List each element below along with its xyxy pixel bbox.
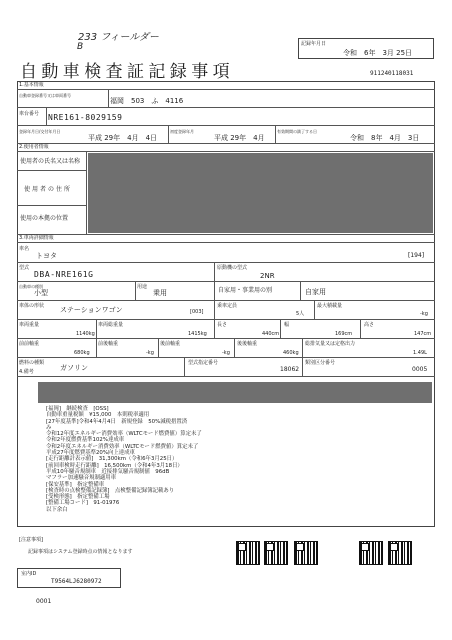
remark-line: 令和2年度燃費基準102%達成車 bbox=[46, 437, 125, 444]
footer-id-label: 室内ID bbox=[21, 571, 37, 577]
remark-line: マフラー加速騒音規制適用車 bbox=[46, 475, 117, 482]
fr-label: 前後軸重 bbox=[98, 341, 119, 347]
maker-value: トヨタ bbox=[36, 252, 57, 260]
handwritten-note bbox=[78, 28, 159, 43]
engine-value: 2NR bbox=[260, 272, 275, 280]
notes-text: 記録事項はシステム登録時点の情報となります bbox=[28, 549, 133, 555]
class-value: 0005 bbox=[412, 366, 428, 373]
class-label: 類別区分番号 bbox=[305, 360, 336, 366]
rf-label: 後前軸重 bbox=[160, 341, 181, 347]
remark-line: [27年度基準]令和4年4月4日 新規登録 50%減税措置済 bbox=[46, 418, 188, 425]
user-base-label: 使用の本拠の位置 bbox=[20, 215, 69, 222]
weight-label: 車両重量 bbox=[19, 322, 40, 328]
remark-line: 令和2年度エネルギー消費効率（WLTCモード燃費値）算定未了 bbox=[46, 443, 199, 450]
length-value: 440cm bbox=[262, 331, 280, 337]
qr-code-4 bbox=[359, 541, 383, 565]
ff-value: 680kg bbox=[74, 350, 90, 356]
remark-line: [走行距離計表示値] 31,300km（令和6年3月25日） bbox=[46, 456, 178, 463]
remark-line: [検査時の点検整備記録簿] 点検整備記録簿記載あり bbox=[46, 487, 175, 494]
use-value: 乗用 bbox=[153, 289, 167, 297]
model-label: 型式 bbox=[19, 265, 30, 271]
record-date-value: 令和 6年 3月 25日 bbox=[343, 49, 413, 57]
remark-line: [保安基準] 指定整備車 bbox=[46, 481, 105, 488]
height-label: 高さ bbox=[364, 322, 375, 328]
redacted-user-info bbox=[88, 153, 433, 233]
user-name-label: 使用者の氏名又は名称 bbox=[20, 158, 81, 165]
first-reg2-value: 平成 29年 4月 bbox=[214, 134, 265, 142]
cert-label: 型式指定番号 bbox=[188, 360, 219, 366]
rr-value: 460kg bbox=[283, 350, 299, 356]
section-user-label: 2.使用者情報 bbox=[19, 144, 49, 150]
document-number: 911240118031 bbox=[370, 70, 414, 77]
section-basic-label: 1.基本情報 bbox=[19, 82, 44, 88]
remark-line: [整備工場コード] 91-01976 bbox=[46, 500, 120, 507]
footer-id-value: T9564LJ6280972 bbox=[51, 578, 102, 585]
disp-label: 総排気量又は定格出力 bbox=[305, 341, 356, 347]
remark-line: [受検形態] 指定整備工場 bbox=[46, 494, 110, 501]
chassis-label: 車台番号 bbox=[19, 111, 40, 117]
first-reg-value: 平成 29年 4月 4日 bbox=[88, 134, 158, 142]
page-number: 0001 bbox=[36, 598, 52, 605]
remark-line: 令和12年度エネルギー消費効率（WLTCモード燃費値）算定未了 bbox=[46, 431, 202, 438]
qr-code-5 bbox=[388, 541, 412, 565]
redacted-remarks-header bbox=[38, 382, 432, 403]
handwritten-letter: B bbox=[77, 42, 84, 52]
model-value: DBA-NRE161G bbox=[34, 270, 94, 279]
maker-code: [194] bbox=[408, 252, 425, 259]
first-reg-label: 登録年月日/交付年月日 bbox=[19, 129, 61, 134]
body-label: 車体の形状 bbox=[19, 303, 45, 309]
fr-value: -kg bbox=[146, 350, 154, 356]
remark-line: み bbox=[46, 424, 52, 431]
section-remarks-label: 4.備考 bbox=[19, 369, 34, 375]
fuel-label: 燃料の種類 bbox=[19, 360, 45, 366]
width-label: 幅 bbox=[284, 322, 290, 328]
handwritten-model-note: 233 フィールダー bbox=[78, 32, 159, 43]
remark-line: [福岡] 継続検査 [OSS] bbox=[46, 406, 109, 412]
expiry-label: 有効期間の満了する日 bbox=[277, 129, 317, 134]
remark-line: 自動車重量税額 ¥15,000 本則税率適用 bbox=[46, 412, 150, 419]
type-value: 小型 bbox=[34, 289, 48, 297]
page-title: 自動車検査証記録事項 bbox=[20, 62, 234, 82]
priv-value: 自家用 bbox=[305, 288, 326, 296]
priv-label: 自家用・事業用の別 bbox=[218, 287, 273, 294]
height-value: 147cm bbox=[414, 331, 432, 337]
rf-value: -kg bbox=[222, 350, 230, 356]
ff-label: 前前軸重 bbox=[19, 341, 40, 347]
maxload-value: -kg bbox=[420, 311, 428, 317]
fuel-value: ガソリン bbox=[60, 364, 88, 372]
weight-value: 1140kg bbox=[76, 331, 95, 337]
engine-label: 原動機の型式 bbox=[217, 265, 248, 271]
record-date-label: 記録年月日 bbox=[301, 41, 327, 47]
reg-number-label: 自動車登録番号又は車両番号 bbox=[19, 93, 71, 98]
gross-label: 車両総重量 bbox=[98, 322, 124, 328]
chassis-value: NRE161-8029159 bbox=[48, 113, 123, 122]
qr-code-2 bbox=[264, 541, 288, 565]
notes-label: [注意事項] bbox=[19, 537, 43, 543]
body-value: ステーションワゴン bbox=[60, 306, 123, 314]
cert-value: 18062 bbox=[280, 366, 300, 373]
expiry-value: 令和 8年 4月 3日 bbox=[350, 134, 420, 142]
maker-label: 車名 bbox=[19, 246, 30, 252]
gross-value: 1415kg bbox=[188, 331, 207, 337]
rr-label: 後後軸重 bbox=[237, 341, 258, 347]
qr-code-1 bbox=[236, 541, 260, 565]
record-date-box bbox=[298, 38, 434, 59]
type-label: 自動車の種別 bbox=[19, 284, 43, 289]
reg-number-value: 福岡 503 ふ 4116 bbox=[110, 97, 184, 105]
length-label: 長さ bbox=[217, 322, 228, 328]
body-code: [003] bbox=[190, 309, 204, 315]
remark-line: 平成10年騒音規制車 近接排気騒音規制値 96dB bbox=[46, 468, 170, 475]
remark-line: 平成27年度燃費基準20%向上達成車 bbox=[46, 450, 135, 457]
remark-line: [前回車検時走行距離] 16,500km（令和4年3月18日） bbox=[46, 462, 183, 469]
section-vehicle-label: 3.車両詳細情報 bbox=[19, 235, 54, 241]
maxload-label: 最大積載量 bbox=[317, 303, 343, 309]
capacity-value: 5人 bbox=[296, 311, 305, 317]
width-value: 169cm bbox=[335, 331, 353, 337]
capacity-label: 乗車定員 bbox=[217, 303, 238, 309]
use-label: 用途 bbox=[137, 284, 148, 290]
disp-value: 1.49L bbox=[413, 350, 427, 356]
remark-line: 以下余白 bbox=[46, 506, 68, 513]
first-reg2-label: 初度登録年月 bbox=[170, 129, 194, 134]
remarks-list bbox=[46, 406, 202, 513]
qr-code-3 bbox=[294, 541, 318, 565]
user-address-label: 使用者の住所 bbox=[24, 186, 73, 193]
